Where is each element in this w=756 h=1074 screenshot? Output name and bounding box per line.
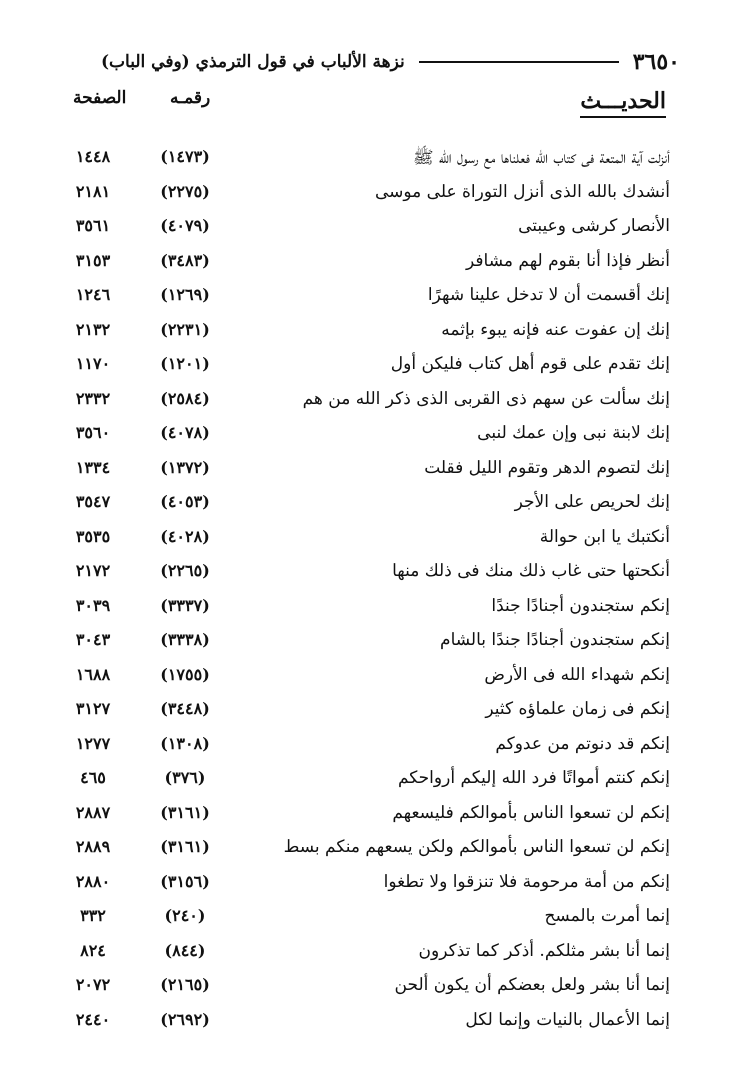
hadith-number: (٣١٦١) xyxy=(160,802,210,822)
index-entry-row xyxy=(0,1005,756,1040)
hadith-number: (٢٢٦٥) xyxy=(160,561,210,580)
hadith-text: إنك تقدم على قوم أهل كتاب فليكن أول xyxy=(390,354,670,374)
index-entry-row xyxy=(0,660,756,695)
hadith-number: (١٢٠١) xyxy=(160,354,210,373)
column-header-number: رقمـه xyxy=(170,88,211,108)
hadith-text: الأنصار كرشى وعيبتى xyxy=(518,216,670,236)
hadith-text: إنما أنا بشر ولعل بعضكم أن يكون ألحن xyxy=(394,975,670,995)
hadith-number: (٢٢٣١) xyxy=(160,319,210,339)
hadith-number: (٤٠٧٨) xyxy=(160,423,210,442)
index-entry-row xyxy=(0,418,756,453)
hadith-text: إنكم ستجندون أجنادًا جندًا xyxy=(491,595,670,616)
page-reference: ١٢٧٧ xyxy=(75,733,111,753)
index-entry-row xyxy=(0,522,756,557)
index-entry-row xyxy=(0,625,756,660)
page-reference: ٢١٧٢ xyxy=(75,561,111,580)
hadith-text: إنك لابنة نبى وإن عمك لنبى xyxy=(477,423,670,443)
page-reference: ٣٠٤٣ xyxy=(75,630,111,649)
hadith-text: إنك إن عفوت عنه فإنه يبوء بإثمه xyxy=(441,319,670,340)
hadith-number: (٣٣٣٧) xyxy=(160,595,210,615)
hadith-number: (٣٤٤٨) xyxy=(160,699,210,718)
hadith-text: أنشدك بالله الذى أنزل التوراة على موسى xyxy=(374,181,670,202)
hadith-text: إنكم من أمة مرحومة فلا تنزقوا ولا تطغوا xyxy=(383,871,670,892)
hadith-number: (٢٥٨٤) xyxy=(160,388,210,408)
page-reference: ٢١٣٢ xyxy=(75,319,111,339)
hadith-text: إنكم فى زمان علماؤه كثير xyxy=(485,699,670,719)
hadith-number: (٢٤٠) xyxy=(164,906,206,925)
index-entry-row xyxy=(0,763,756,798)
hadith-text: إنك سألت عن سهم ذى القربى الذى ذكر الله من هم xyxy=(302,388,670,409)
hadith-text: إنكم قد دنوتم من عدوكم xyxy=(495,733,670,754)
hadith-number: (٢١٦٥) xyxy=(160,975,210,994)
index-entry-row xyxy=(0,177,756,212)
index-entry-row xyxy=(0,694,756,729)
index-entry-row xyxy=(0,349,756,384)
book-title: نزهة الألباب في قول الترمذي (وفي الباب) xyxy=(101,52,405,72)
hadith-number: (٣١٦١) xyxy=(160,837,210,856)
hadith-text: إنكم ستجندون أجنادًا جندًا بالشام xyxy=(440,630,670,650)
running-header xyxy=(50,44,680,80)
hadith-number: (٤٠٧٩) xyxy=(160,216,210,235)
hadith-text: إنك لتصوم الدهر وتقوم الليل فقلت xyxy=(424,457,670,478)
header-rule xyxy=(419,61,619,63)
page-reference: ٣٥٦٠ xyxy=(75,423,111,442)
hadith-number: (٢٢٧٥) xyxy=(160,181,210,201)
page-reference: ٨٢٤ xyxy=(80,940,106,960)
hadith-number: (٣٤٨٣) xyxy=(160,250,210,270)
hadith-text: إنك لحريص على الأجر xyxy=(514,492,670,512)
hadith-number: (١٤٧٣) xyxy=(160,147,210,166)
hadith-number: (١٣٧٢) xyxy=(160,457,210,477)
index-entry-row xyxy=(0,832,756,867)
page-reference: ٢٨٨٧ xyxy=(75,802,111,822)
hadith-number: (٣٣٣٨) xyxy=(160,630,210,649)
index-entry-row xyxy=(0,867,756,902)
hadith-number: (١٧٥٥) xyxy=(160,664,210,684)
hadith-number: (٢٦٩٢) xyxy=(160,1009,210,1029)
hadith-text: إنكم كنتم أمواتًا فرد الله إليكم أرواحكم xyxy=(397,768,670,788)
page-reference: ٢٣٣٢ xyxy=(75,388,111,408)
hadith-number: (١٢٦٩) xyxy=(160,285,210,304)
hadith-text: إنك أقسمت أن لا تدخل علينا شهرًا xyxy=(427,285,670,305)
hadith-number: (٣١٥٦) xyxy=(160,871,210,891)
column-header-hadith: الحديـــث xyxy=(580,88,666,118)
page-reference: ٢٨٨٩ xyxy=(75,837,111,856)
page-reference: ١٣٣٤ xyxy=(75,457,111,477)
hadith-text: إنما الأعمال بالنيات وإنما لكل xyxy=(465,1009,670,1030)
page-reference: ٣٥٣٥ xyxy=(75,526,111,546)
column-headers xyxy=(0,84,756,124)
hadith-text: أنظر فإذا أنا بقوم لهم مشافر xyxy=(466,250,670,271)
page-reference: ١٦٨٨ xyxy=(75,664,111,684)
page-number: ٣٦٥٠ xyxy=(632,49,680,75)
page-reference: ٣٠٣٩ xyxy=(75,595,111,615)
hadith-text: إنما أمرت بالمسح xyxy=(544,906,670,926)
index-entry-row xyxy=(0,487,756,522)
page-reference: ١٢٤٦ xyxy=(75,285,111,304)
index-entry-row xyxy=(0,556,756,591)
index-entry-row xyxy=(0,315,756,350)
index-entries xyxy=(0,142,756,1039)
page-reference: ٢١٨١ xyxy=(75,181,111,201)
page-reference: ٣٥٦١ xyxy=(75,216,111,235)
index-entry-row xyxy=(0,729,756,764)
hadith-text: إنكم لن تسعوا الناس بأموالكم ولكن يسعهم منكم بسط xyxy=(283,837,670,857)
hadith-text: إنكم لن تسعوا الناس بأموالكم فليسعهم xyxy=(392,802,670,823)
index-entry-row xyxy=(0,453,756,488)
index-entry-row xyxy=(0,211,756,246)
index-entry-row xyxy=(0,936,756,971)
page-reference: ١١٧٠ xyxy=(75,354,111,373)
column-header-page: الصفحة xyxy=(73,88,127,108)
page-reference: ٣١٢٧ xyxy=(75,699,111,718)
hadith-number: (٣٧٦) xyxy=(164,768,206,787)
index-entry-row xyxy=(0,901,756,936)
index-entry-row xyxy=(0,798,756,833)
index-entry-row xyxy=(0,246,756,281)
page-reference: ١٤٤٨ xyxy=(75,147,111,166)
page-reference: ٢٠٧٢ xyxy=(75,975,111,994)
index-entry-row xyxy=(0,384,756,419)
page-reference: ٣١٥٣ xyxy=(75,250,111,270)
page-reference: ٤٦٥ xyxy=(80,768,106,787)
page-reference: ٣٣٢ xyxy=(80,906,106,925)
hadith-number: (١٣٠٨) xyxy=(160,733,210,753)
hadith-text: إنما أنا بشر مثلكم. أذكر كما تذكرون xyxy=(418,940,670,961)
page-reference: ٣٥٤٧ xyxy=(75,492,111,511)
hadith-number: (٤٠٥٣) xyxy=(160,492,210,511)
index-entry-row xyxy=(0,970,756,1005)
hadith-text: إنكم شهداء الله فى الأرض xyxy=(484,664,670,685)
hadith-number: (٨٤٤) xyxy=(164,940,206,960)
index-entry-row xyxy=(0,280,756,315)
index-entry-row xyxy=(0,142,756,177)
hadith-text: أنزلت آية المتعة فى كتاب الله فعلناها مع رسول الله ﷺ xyxy=(412,148,670,168)
hadith-number: (٤٠٢٨) xyxy=(160,526,210,546)
page-reference: ٢٤٤٠ xyxy=(75,1009,111,1029)
index-entry-row xyxy=(0,591,756,626)
page-reference: ٢٨٨٠ xyxy=(75,871,111,891)
hadith-text: أنكحتها حتى غاب ذلك منك فى ذلك منها xyxy=(392,561,670,581)
hadith-text: أنكتبك يا ابن حوالة xyxy=(539,526,670,547)
